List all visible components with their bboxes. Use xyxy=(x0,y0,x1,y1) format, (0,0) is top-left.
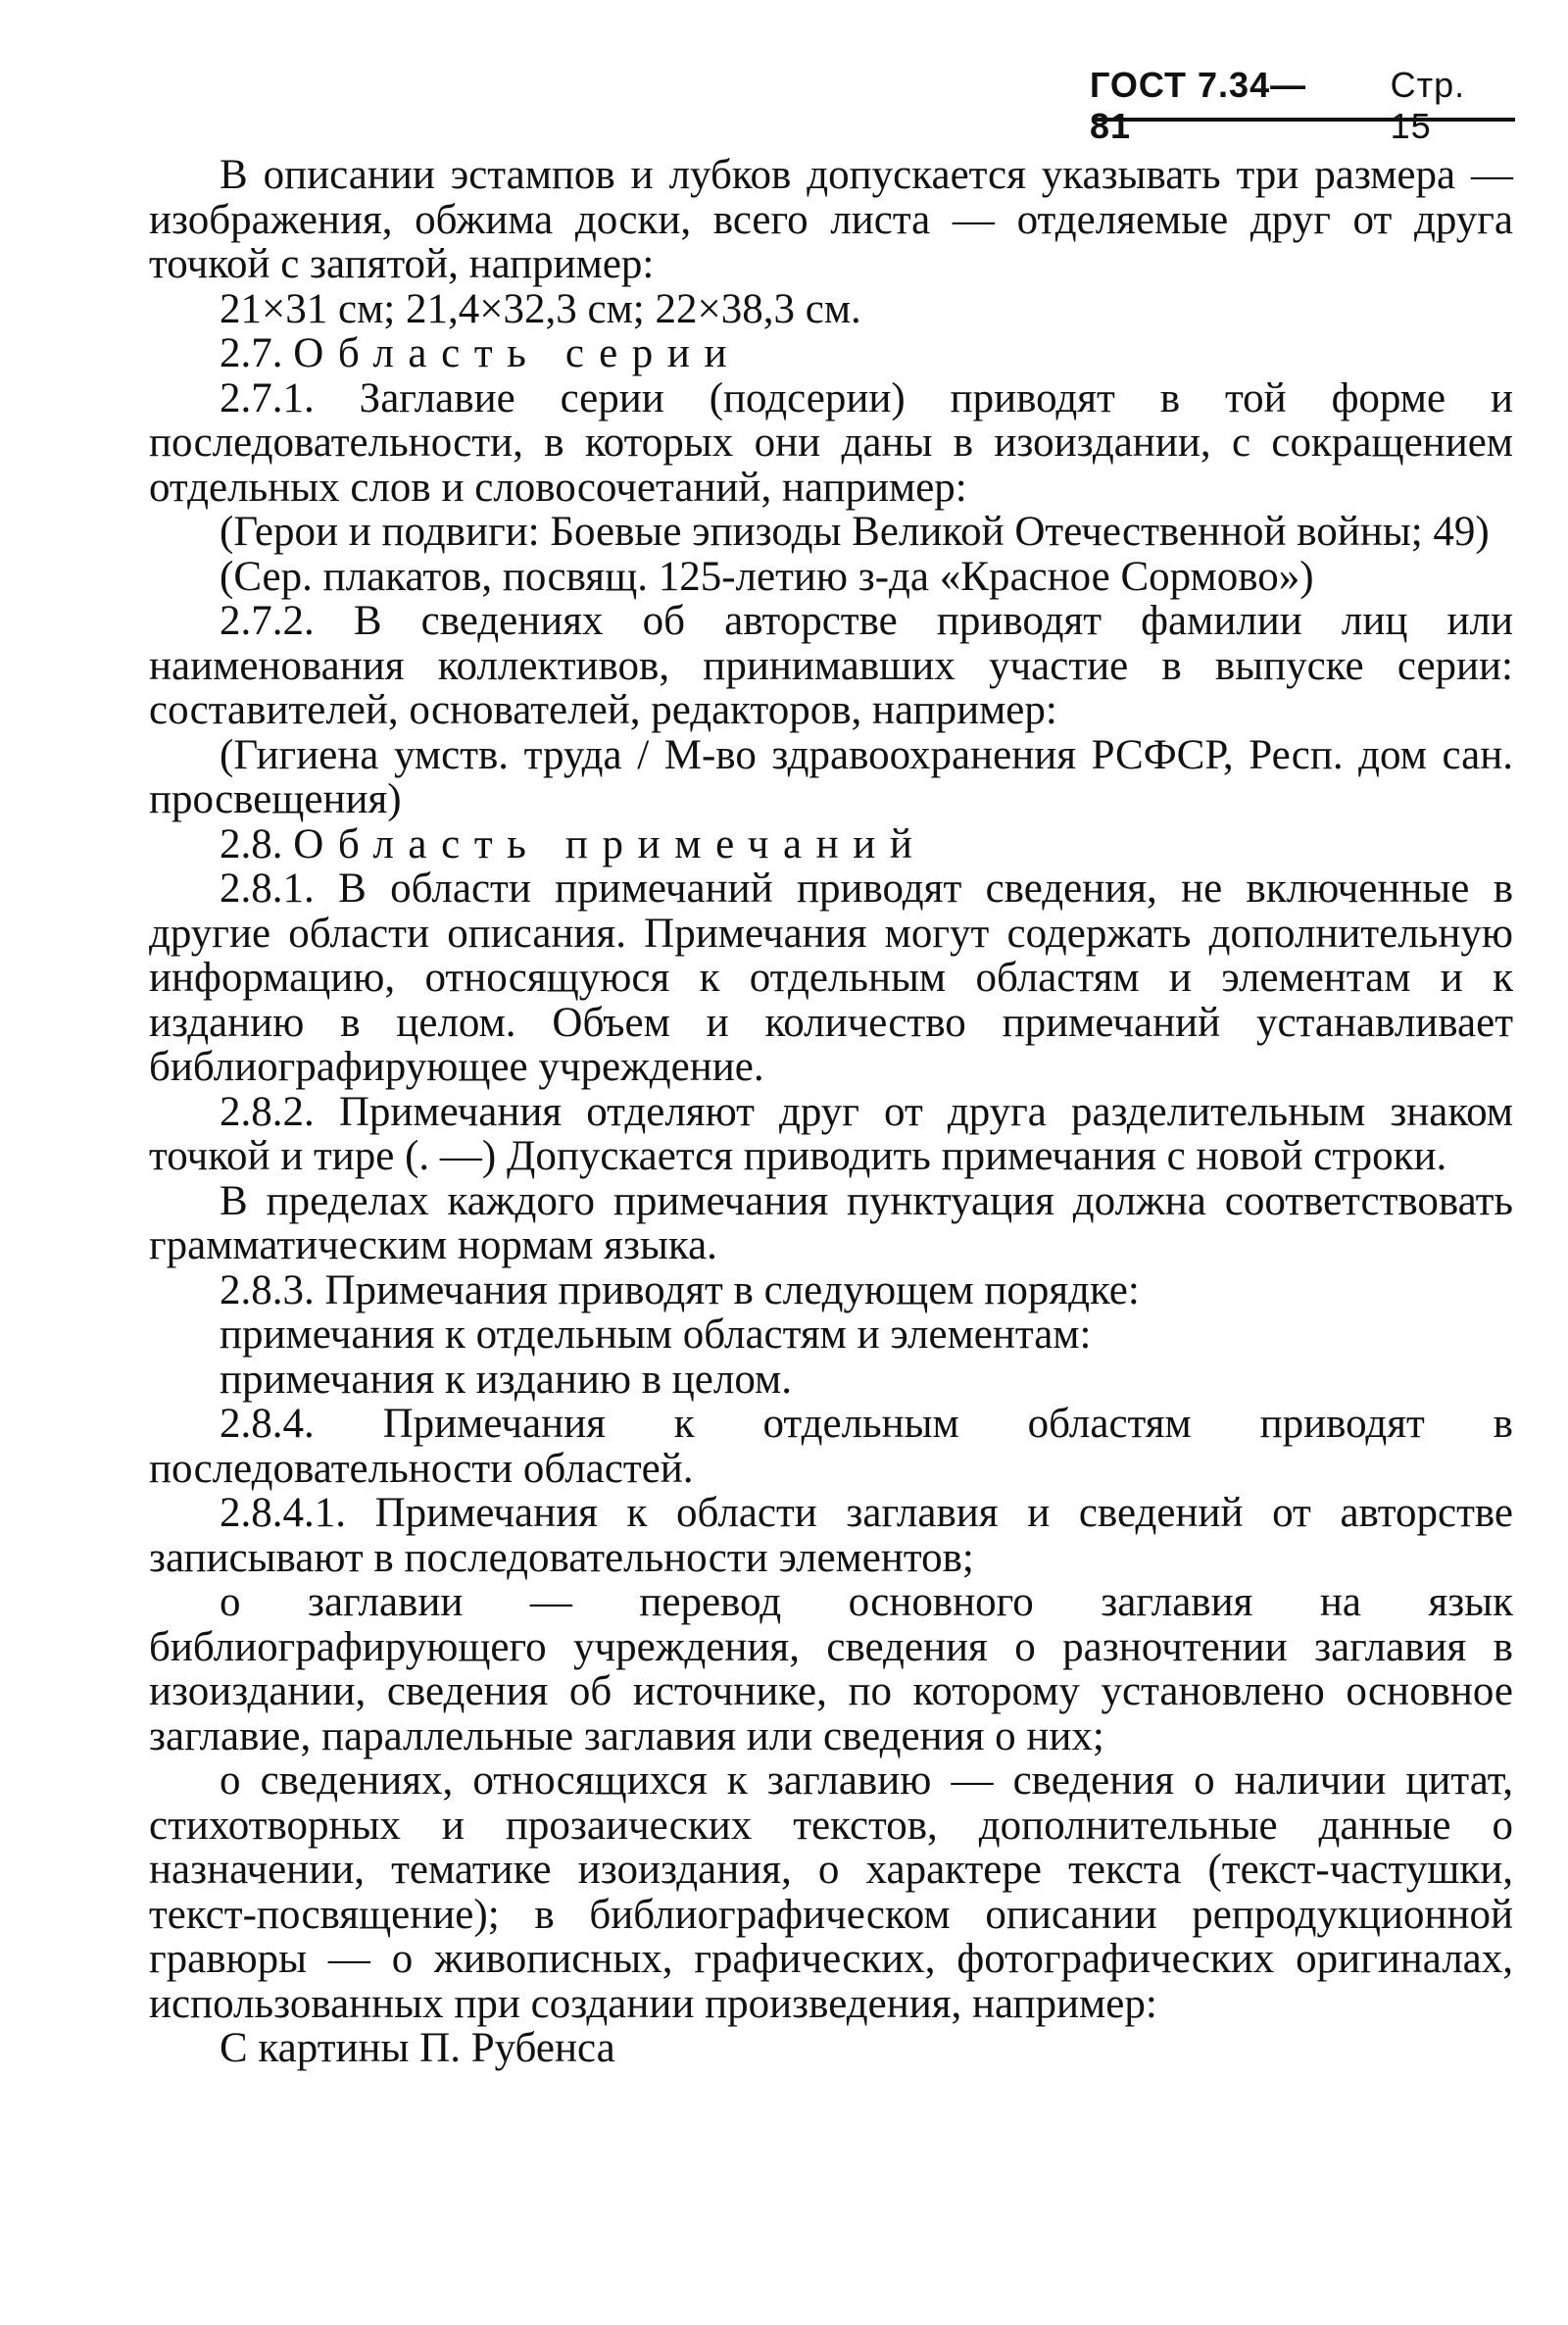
paragraph: 2.8.4.1. Примечания к области заглавия и сведений от авторстве записывают в последовательности элементов; xyxy=(149,1490,1513,1581)
section-heading xyxy=(149,331,1513,376)
example: (Сер. плакатов, посвящ. 125-летию з-да «Красное Сормово») xyxy=(220,553,1314,600)
paragraph: 2.7.1. Заглавие серии (подсерии) приводят в той форме и последовательности, в которых они даны в изоиздании, с сокращением отдельных слов и словосочетаний, например: xyxy=(149,374,1513,511)
section-title: Область примечаний xyxy=(293,820,927,867)
section-title: Область серии xyxy=(293,330,742,376)
paragraph: 2.8.3. Примечания приводят в следующем порядке: xyxy=(220,1266,1140,1313)
paragraph: 2.7.2. В сведениях об авторстве приводят фамилии лиц или наименования коллективов, принимавших участие в выпуске серии: составителей, основателей, редакторов, например: xyxy=(149,598,1513,733)
paragraph: 2.8.2. Примечания отделяют друг от друга разделительным знаком точкой и тире (. —) Допускается приводить примечания с новой строки. xyxy=(149,1088,1513,1179)
header-rule xyxy=(1092,118,1515,122)
list-item: примечания к отдельным областям и элементам: xyxy=(220,1311,1092,1358)
paragraph: 2.8.1. В области примечаний приводят сведения, не включенные в другие области описания. Примечания могут содержать дополнительную информацию, относящуюся к отдельным областям и элементам и к изданию в целом. Объем и количество примечаний устанавливает библиографирующее учреждение. xyxy=(149,866,1513,1090)
document-body xyxy=(149,153,1513,2071)
example: (Гигиена умств. труда / М-во здравоохранения РСФСР, Респ. дом сан. просвещения) xyxy=(149,731,1513,822)
example: С картины П. Рубенса xyxy=(220,2025,615,2071)
section-heading xyxy=(149,822,1513,867)
page-header xyxy=(1090,65,1515,147)
paragraph: о сведениях, относящихся к заглавию — сведения о наличии цитат, стихотворных и прозаических текстов, дополнительные данные о назначении, тематике изоиздания, о характере текста (текст-частушки, текст-посвящение); в библиографическом описании репродукционной гравюры — о живописных, графических, фотографических оригиналах, использованных при создании произведения, например: xyxy=(149,1757,1513,2027)
standard-number: ГОСТ 7.34—81 xyxy=(1090,65,1307,146)
list-item: примечания к изданию в целом. xyxy=(220,1356,792,1403)
section-number: 2.7. xyxy=(220,330,283,376)
paragraph: В описании эстампов и лубков допускается указывать три размера — изображения, обжима доски, всего листа — отделяемые друг от друга точкой с запятой, например: xyxy=(149,152,1513,287)
paragraph: 2.8.4. Примечания к отдельным областям приводят в последовательности областей. xyxy=(149,1401,1513,1492)
paragraph: о заглавии — перевод основного заглавия на язык библиографирующего учреждения, сведения о разночтении заглавия в изоиздании, сведения об источнике, по которому установлено основное заглавие, параллельные заглавия или сведения о них; xyxy=(149,1579,1513,1759)
page-number: Стр. 15 xyxy=(1390,65,1466,146)
paragraph: В пределах каждого примечания пунктуация должна соответствовать грамматическим нормам языка. xyxy=(149,1177,1513,1268)
section-number: 2.8. xyxy=(220,820,283,867)
example: (Герои и подвиги: Боевые эпизоды Великой Отечественной войны; 49) xyxy=(220,509,1490,555)
size-example: 21×31 см; 21,4×32,3 см; 22×38,3 см. xyxy=(220,285,861,332)
